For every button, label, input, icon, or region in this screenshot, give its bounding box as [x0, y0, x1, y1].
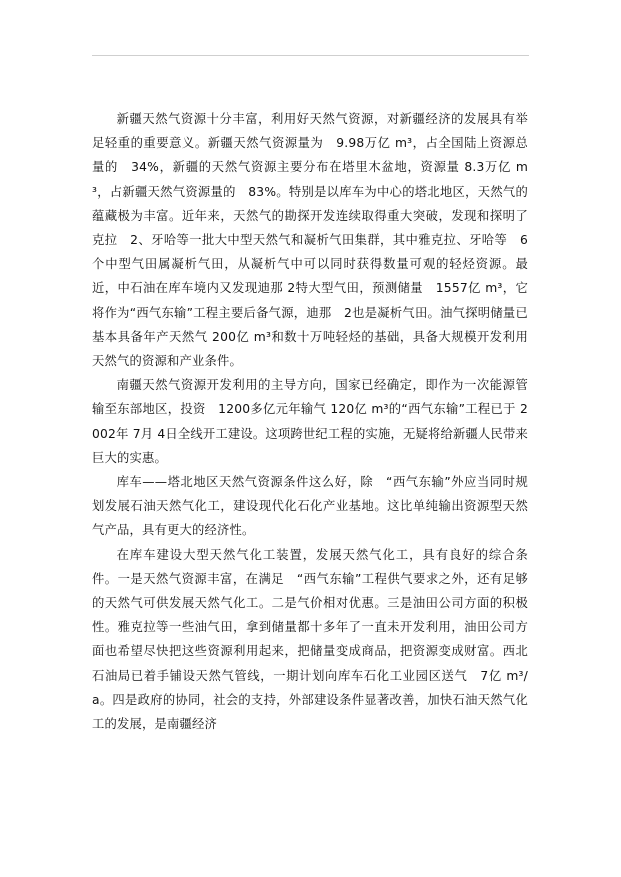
- document-body: [92, 107, 528, 736]
- paragraph-kuqa-gas-chemical-conditions: 在库车建设大型天然气化工装置，发展天然气化工，具有良好的综合条件。一是天然气资源丰富，在满足 “西气东输”工程供气要求之外，还有足够的天然气可供发展天然气化工。二是气价相对优惠。三是油田公司方面的积极性。雅克拉等一些油气田，拿到储量都十多年了一直未开发利用，油田公司方面也希望尽快把这些资源利用起来，把储量变成商品，把资源变成财富。西北石油局已着手铺设天然气管线，一期计划向库车石化工业园区送气 7亿 m³/a。四是政府的协同，社会的支持，外部建设条件显著改善，加快石油天然气化工的发展，是南疆经济: [92, 547, 528, 732]
- paragraph-kuqa-tabei-planning: 库车——塔北地区天然气资源条件这么好，除 “西气东输”外应当同时规划发展石油天然气化工，建设现代化石化产业基地。这比单纯输出资源型天然气产品，具有更大的经济性。: [92, 475, 528, 538]
- header-rule: [92, 55, 529, 56]
- paragraph-natural-gas-resources: 新疆天然气资源十分丰富，利用好天然气资源，对新疆经济的发展具有举足轻重的重要意义。新疆天然气资源量为 9.98万亿 m³，占全国陆上资源总量的 34%，新疆的天然气资源主要分布在塔里木盆地，资源量 8.3万亿 m³，占新疆天然气资源量的 83%。特别是以库车为中心的塔北地区，天然气的蕴藏极为丰富。近年来，天然气的勘探开发连续取得重大突破，发现和探明了克拉 2、牙哈等一批大中型天然气和凝析气田集群，其中雅克拉、牙哈等 6个中型气田属凝析气田，从凝析气中可以同时获得数量可观的轻烃资源。最近，中石油在库车境内又发现迪那 2特大型气田，预测储量 1557亿 m³，它将作为“西气东输”工程主要后备气源，迪那 2也是凝析气田。油气探明储量已基本具备年产天然气 200亿 m³和数十万吨轻烃的基础，具备大规模开发利用天然气的资源和产业条件。: [92, 112, 528, 369]
- paragraph-west-east-gas-pipeline: 南疆天然气资源开发利用的主导方向，国家已经确定，即作为一次能源管输至东部地区，投资 1200多亿元年输气 120亿 m³的“西气东输”工程已于 2002年 7月 4日全线开工建设。这项跨世纪工程的实施，无疑将给新疆人民带来巨大的实惠。: [92, 378, 528, 465]
